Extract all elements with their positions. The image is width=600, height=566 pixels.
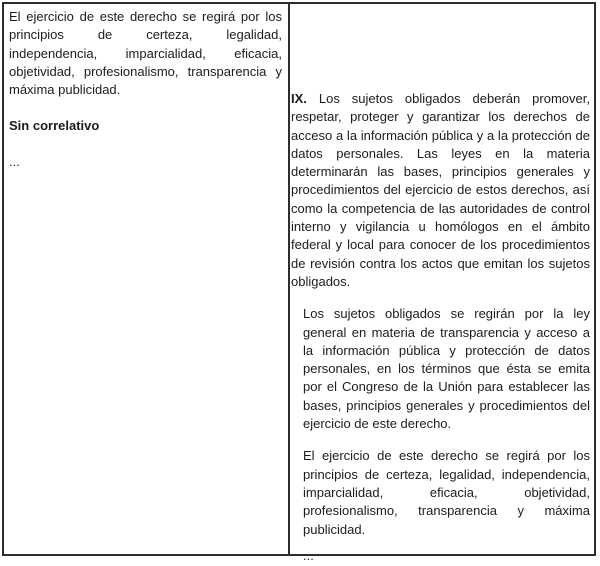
clause-ix-number: IX. xyxy=(291,91,307,106)
left-paragraph-principles: El ejercicio de este derecho se regirá por los principios de certeza, legalidad, independencia, imparcialidad, eficacia, objetividad, profesionalismo, transparencia y máxima publicidad. xyxy=(9,9,282,98)
clause-ix-paragraph xyxy=(291,90,590,291)
left-ellipsis: ... xyxy=(9,153,20,169)
right-ellipsis: ... xyxy=(303,547,314,563)
comparison-table xyxy=(2,2,596,563)
paragraph-principles-right: El ejercicio de este derecho se regirá por los principios de certeza, legalidad, independencia, imparcialidad, eficacia, objetividad, profesionalismo, transparencia y máxima publicidad. xyxy=(303,448,590,537)
right-column-cell xyxy=(290,4,594,563)
paragraph-general-law: Los sujetos obligados se regirán por la ley general en materia de transparencia y acceso a la información pública y protección de datos personales, en los términos que ésta se emita por el Congreso de la Unión para establecer las bases, principios generales y procedimientos del ejercicio de este derecho. xyxy=(303,306,590,432)
sin-correlativo-label: Sin correlativo xyxy=(9,118,100,134)
left-column-cell xyxy=(4,4,290,554)
clause-ix-text: Los sujetos obligados deberán promover, respetar, proteger y garantizar los derechos de acceso a la información pública y a la protección de datos personales. Las leyes en la materia determinarán las bases, principios generales y procedimientos del ejercicio de estos derechos, así como la competencia de las autoridades de control interno y vigilancia u homólogos en el ámbito federal y local para conocer de los procedimientos de revisión contra los actos que emitan los sujetos obligados. xyxy=(291,91,590,289)
